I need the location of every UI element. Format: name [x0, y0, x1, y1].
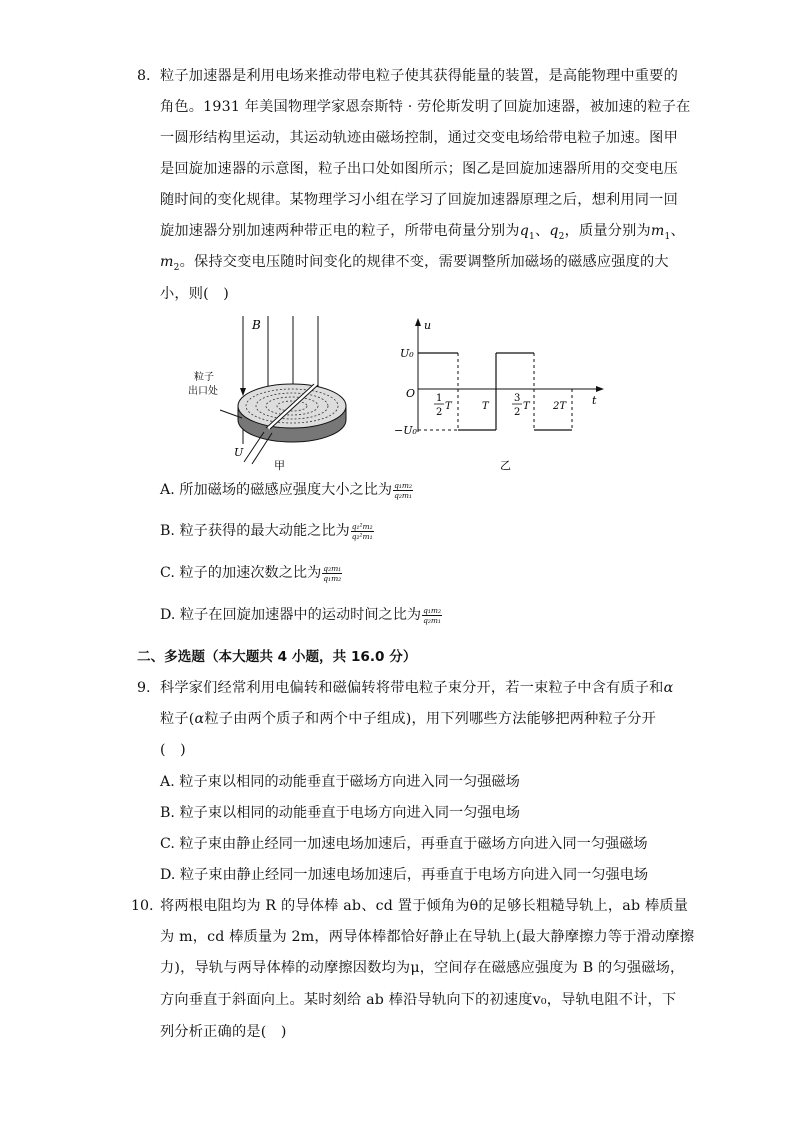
q10-stem-line-3: 力)，导轨与两导体棒的动摩擦因数均为μ，空间存在磁感应强度为 B 的匀强磁场，: [160, 960, 685, 976]
q10-stem-line-1: 将两根电阻均为 R 的导体棒 ab、cd 置于倾角为θ的足够长粗糙导轨上，ab 棒质量: [160, 898, 689, 914]
t-axis-label: t: [592, 394, 597, 407]
q8-stem-line-1: 粒子加速器是利用电场来推动带电粒子使其获得能量的装置，是高能物理中重要的: [160, 68, 678, 84]
q9-option-d[interactable]: D. 粒子束由静止经同一加速电场加速后，再垂直于电场方向进入同一匀强电场: [160, 867, 649, 883]
q9-option-a[interactable]: A. 粒子束以相同的动能垂直于磁场方向进入同一匀强磁场: [160, 774, 520, 790]
question-number-8: 8.: [137, 68, 151, 84]
field-B-label: B: [252, 318, 261, 332]
q8-option-d-fraction: $\frac{\text{q₁m₂}}{\text{q₂m₁}}$: [423, 605, 442, 625]
q9-stem-line-3: ( ): [160, 742, 186, 758]
exit-label-line-2: 出口处: [188, 386, 218, 397]
square-wave: [418, 353, 572, 430]
q8-stem-line-2: 角色。1931 年美国物理学家恩奈斯特 · 劳伦斯发明了回旋加速器，被加速的粒子在: [160, 99, 691, 115]
u-axis-label: u: [424, 319, 432, 332]
tick-half-T: T: [445, 401, 452, 412]
q8-stem-line-7: $m_2$。保持交变电压随时间变化的规律不变，需要调整所加磁场的磁感应强度的大: [160, 254, 669, 273]
figure-caption-yi: 乙: [500, 459, 511, 472]
q8-option-b-fraction: $\frac{\text{q₁²m₂}}{\text{q₂²m₁}}$: [351, 521, 373, 541]
neg-U0-label: −U₀: [394, 424, 417, 437]
q8-option-c-fraction: $\frac{\text{q₂m₁}}{\text{q₁m₂}}$: [323, 563, 342, 583]
q8-stem-line-8: 小，则( ): [160, 286, 230, 302]
tick-three-T: T: [523, 401, 530, 412]
exit-label-line-1: 粒子: [194, 372, 214, 383]
q9-option-c[interactable]: C. 粒子束由静止经同一加速电场加速后，再垂直于磁场方向进入同一匀强磁场: [160, 836, 648, 852]
tick-2T: 2T: [553, 401, 567, 412]
q10-stem-line-2: 为 m，cd 棒质量为 2m，两导体棒都恰好静止在导轨上(最大静摩擦力等于滑动摩擦: [160, 929, 695, 945]
cyclotron-figure: [180, 312, 350, 472]
ac-voltage-label: U: [234, 446, 244, 459]
q8-stem-line-4: 是回旋加速器的示意图，粒子出口处如图所示；图乙是回旋加速器所用的交变电压: [160, 161, 678, 177]
q10-stem-line-5: 列分析正确的是( ): [160, 1024, 287, 1040]
q8-option-a[interactable]: A. 所加磁场的磁感应强度大小之比为 $\frac{\text{q₁m₂}}{\text{q₂m₁}}$: [160, 480, 413, 500]
section-heading-multiple-choice: 二、多选题（本大题共 4 小题，共 16.0 分）: [137, 649, 417, 665]
tick-half-den: 2: [436, 407, 443, 418]
figure-caption-jia: 甲: [274, 459, 285, 472]
q8-stem-line-6: 旋加速器分别加速两种带正电的粒子，所带电荷量分别为$q_1$、$q_2$，质量分别为$m_1$、: [160, 223, 685, 242]
tick-T: T: [482, 401, 489, 412]
voltage-waveform-figure: [370, 312, 610, 472]
origin-label: O: [406, 387, 416, 400]
q8-option-a-fraction: $\frac{\text{q₁m₂}}{\text{q₂m₁}}$: [394, 480, 413, 500]
q8-stem-line-5: 随时间的变化规律。某物理学习小组在学习了回旋加速器原理之后，想利用同一回: [160, 192, 678, 208]
tick-three-num: 3: [514, 393, 521, 404]
wave-dashed-edges: [418, 353, 572, 430]
q9-stem-line-2: 粒子(α粒子由两个质子和两个中子组成)，用下列哪些方法能够把两种粒子分开: [160, 711, 657, 727]
q10-stem-line-4: 方向垂直于斜面向上。某时刻给 ab 棒沿导轨向下的初速度v₀，导轨电阻不计，下: [160, 992, 677, 1008]
q8-stem-line-3: 一圆形结构里运动，其运动轨迹由磁场控制，通过交变电场给带电粒子加速。图甲: [160, 130, 678, 146]
U0-label: U₀: [400, 347, 414, 360]
q8-option-c[interactable]: C. 粒子的加速次数之比为 $\frac{\text{q₂m₁}}{\text{q₁m₂}}$: [160, 563, 342, 583]
q9-option-b[interactable]: B. 粒子束以相同的动能垂直于电场方向进入同一匀强电场: [160, 805, 520, 821]
tick-three-den: 2: [514, 407, 521, 418]
question-number-9: 9.: [137, 680, 151, 696]
tick-half-num: 1: [436, 393, 443, 404]
q9-stem-line-1: 科学家们经常利用电偏转和磁偏转将带电粒子束分开，若一束粒子中含有质子和α: [160, 680, 674, 696]
q8-option-b[interactable]: B. 粒子获得的最大动能之比为 $\frac{\text{q₁²m₂}}{\text{q₂²m₁}}$: [160, 521, 373, 541]
waveform-axes: [418, 320, 602, 432]
question-number-10: 10.: [131, 898, 154, 914]
q8-option-d[interactable]: D. 粒子在回旋加速器中的运动时间之比为 $\frac{\text{q₁m₂}}{\text{q₂m₁}}$: [160, 605, 442, 625]
